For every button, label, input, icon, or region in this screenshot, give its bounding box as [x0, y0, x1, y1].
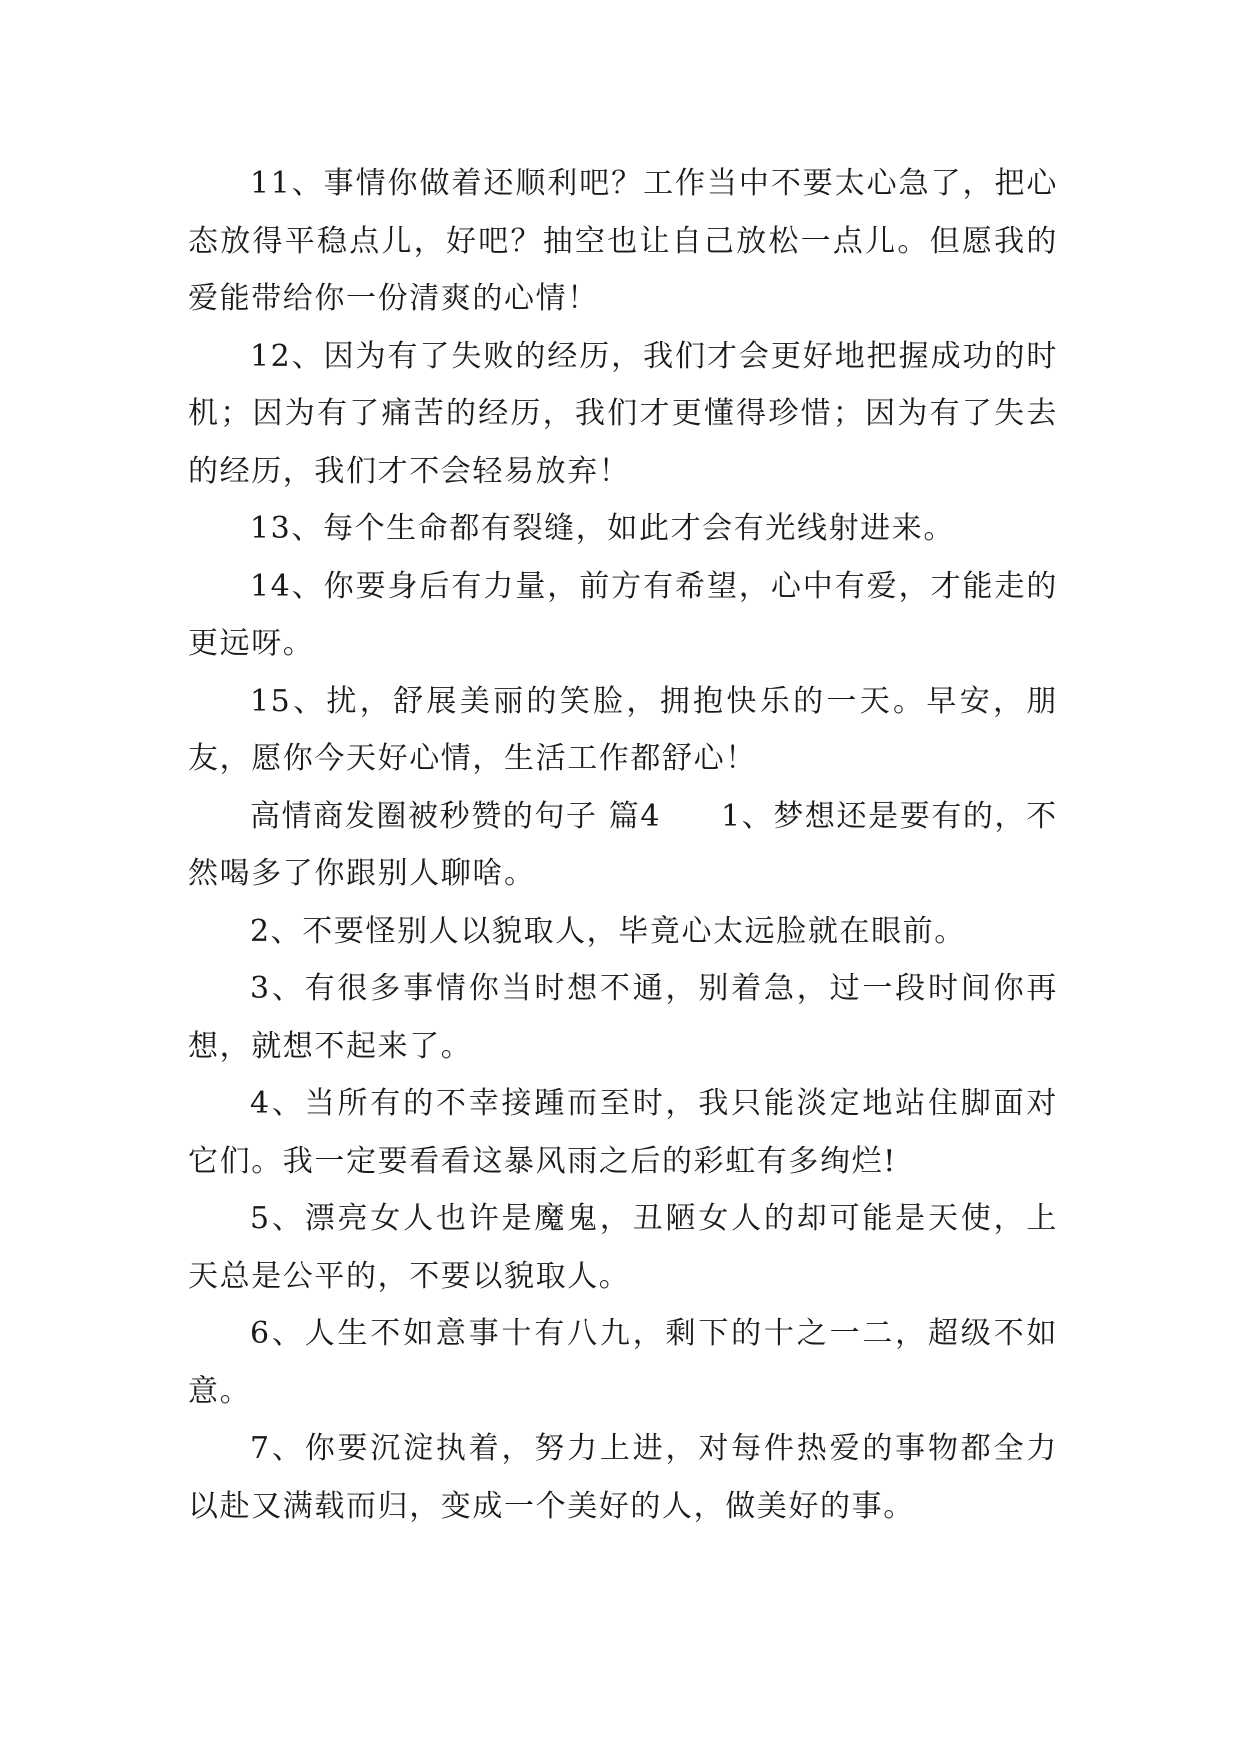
list-item-3: 3、有很多事情你当时想不通，别着急，过一段时间你再想，就想不起来了。: [188, 971, 1058, 1064]
document-body: [188, 155, 1058, 1535]
list-item-4: 4、当所有的不幸接踵而至时，我只能淡定地站住脚面对它们。我一定要看看这暴风雨之后的彩虹有多绚烂!: [188, 1086, 1058, 1179]
list-item-6: 6、人生不如意事十有八九，剩下的十之一二，超级不如意。: [188, 1316, 1058, 1409]
paragraph-12: 12、因为有了失败的经历，我们才会更好地把握成功的时机；因为有了痛苦的经历，我们才更懂得珍惜；因为有了失去的经历，我们才不会轻易放弃！: [188, 338, 1058, 489]
section-heading-line: [188, 788, 1058, 903]
list-item-2: 2、不要怪别人以貌取人，毕竟心太远脸就在眼前。: [250, 913, 966, 949]
paragraph-11: 11、事情你做着还顺利吧？工作当中不要太心急了，把心态放得平稳点儿，好吧？抽空也让自己放松一点儿。但愿我的爱能带给你一份清爽的心情！: [188, 166, 1058, 316]
list-item-7: 7、你要沉淀执着，努力上进，对每件热爱的事物都全力以赴又满载而归，变成一个美好的人，做美好的事。: [188, 1431, 1058, 1524]
paragraph-13: 13、每个生命都有裂缝，如此才会有光线射进来。: [250, 511, 955, 546]
paragraph-15: 15、扰，舒展美丽的笑脸，拥抱快乐的一天。早安，朋友，愿你今天好心情，生活工作都舒心！: [188, 683, 1058, 776]
section-first-item: 1、梦想还是要有的，不然喝多了你跟别人聊啥。: [188, 798, 1058, 891]
list-item-5: 5、漂亮女人也许是魔鬼，丑陋女人的却可能是天使，上天总是公平的，不要以貌取人。: [188, 1201, 1058, 1294]
paragraph-14: 14、你要身后有力量，前方有希望，心中有爱，才能走的更远呀。: [188, 568, 1058, 661]
section-heading: 高情商发圈被秒赞的句子 篇4: [250, 798, 662, 834]
